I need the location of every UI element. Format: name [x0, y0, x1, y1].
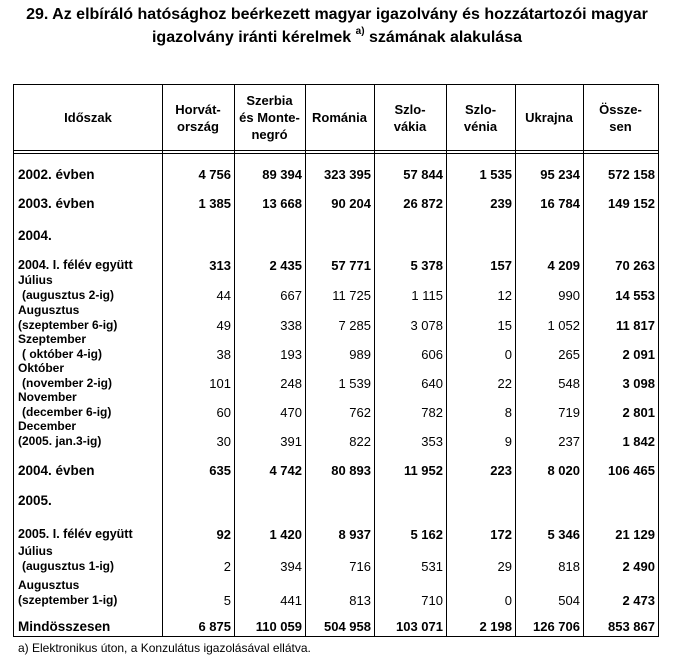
header-text: és Monte-	[239, 110, 300, 125]
cell-osszesen: 106 465	[608, 463, 655, 478]
cell-szlovakia: 26 872	[403, 196, 443, 211]
cell-horvatorszag: 92	[216, 527, 231, 542]
cell-romania: 90 204	[331, 196, 371, 211]
cell-szlovakia: 782	[421, 405, 443, 420]
cell-szerbia-es-montenegro: 248	[280, 376, 302, 391]
cell-osszesen: 2 473	[622, 593, 655, 608]
cell-romania: 716	[349, 559, 371, 574]
row-label	[14, 245, 162, 275]
cell-szlovakia: 640	[421, 376, 443, 391]
cell-romania: 822	[349, 434, 371, 449]
cell-szlovenia: 223	[490, 463, 512, 478]
cell-szlovakia: 353	[421, 434, 443, 449]
data-table	[13, 84, 659, 637]
row-label-period: (augusztus 2-ig)	[22, 288, 114, 302]
table-row	[14, 390, 658, 422]
cell-ukrajna: 4 209	[547, 258, 580, 273]
cell-szerbia-es-montenegro: 13 668	[262, 196, 302, 211]
row-label-month: December	[18, 419, 77, 433]
cell-ukrajna: 1 052	[547, 318, 580, 333]
cell-szlovakia: 103 071	[396, 619, 443, 634]
cell-romania: 762	[349, 405, 371, 420]
cell-romania: 1 539	[338, 376, 371, 391]
header-szerbia-es-montenegro	[234, 85, 305, 150]
cell-szlovenia: 172	[490, 527, 512, 542]
row-label-month: Július	[18, 544, 53, 558]
cell-szerbia-es-montenegro: 391	[280, 434, 302, 449]
cell-ukrajna: 95 234	[540, 167, 580, 182]
cell-romania: 8 937	[338, 527, 371, 542]
row-label	[14, 213, 162, 245]
section-row	[14, 480, 658, 510]
row-label	[14, 419, 162, 451]
row-label-text: 2003. évben	[18, 196, 95, 211]
row-label	[14, 184, 162, 213]
header-text: vákia	[393, 118, 427, 134]
cell-horvatorszag: 101	[209, 376, 231, 391]
header-osszesen	[583, 85, 658, 150]
header-szlovenia	[446, 85, 515, 150]
row-label-period: (2005. jan.3-ig)	[18, 434, 102, 448]
cell-horvatorszag: 5	[223, 593, 231, 608]
row-label	[14, 451, 162, 480]
row-label-text: Mindösszesen	[18, 619, 111, 634]
cell-horvatorszag: 635	[209, 463, 231, 478]
header-horvatorszag	[162, 85, 234, 150]
cell-osszesen: 2 091	[622, 347, 655, 362]
cell-szerbia-es-montenegro: 470	[280, 405, 302, 420]
cell-ukrajna: 548	[558, 376, 580, 391]
cell-romania: 11 725	[332, 288, 371, 303]
cell-romania: 504 958	[324, 619, 371, 634]
cell-osszesen: 853 867	[608, 619, 655, 634]
cell-horvatorszag: 30	[216, 434, 231, 449]
cell-horvatorszag: 60	[216, 405, 231, 420]
cell-szerbia-es-montenegro: 4 742	[269, 463, 302, 478]
cell-osszesen: 572 158	[608, 167, 655, 182]
cell-romania: 813	[349, 593, 371, 608]
row-label-month: Szeptember	[18, 332, 87, 346]
header-text: ország	[177, 118, 219, 134]
cell-romania: 7 285	[338, 318, 371, 333]
row-label	[14, 154, 162, 184]
header-text: Románia	[312, 110, 367, 125]
cell-szerbia-es-montenegro: 441	[280, 593, 302, 608]
cell-szlovenia: 0	[504, 347, 512, 362]
cell-szlovenia: 29	[497, 559, 512, 574]
row-label	[14, 576, 162, 610]
row-label	[14, 332, 162, 364]
page-title-line-1: 29. Az elbíráló hatósághoz beérkezett magyar igazolvány és hozzátartozói magyar	[26, 6, 648, 23]
cell-osszesen: 21 129	[615, 527, 655, 542]
cell-szlovenia: 12	[497, 288, 512, 303]
cell-szlovenia: 9	[504, 434, 512, 449]
cell-szerbia-es-montenegro: 2 435	[269, 258, 302, 273]
cell-szlovakia: 606	[421, 347, 443, 362]
table-row	[14, 451, 658, 480]
row-label-month: November	[18, 390, 77, 404]
cell-szerbia-es-montenegro: 110 059	[255, 619, 302, 634]
cell-szlovakia: 5 162	[410, 527, 443, 542]
cell-szerbia-es-montenegro: 193	[280, 347, 302, 362]
cell-horvatorszag: 49	[216, 318, 231, 333]
cell-szlovakia: 57 844	[403, 167, 443, 182]
cell-szerbia-es-montenegro: 394	[280, 559, 302, 574]
row-label	[14, 305, 162, 335]
row-label-month: Október	[18, 361, 65, 375]
cell-osszesen: 2 801	[622, 405, 655, 420]
cell-romania: 57 771	[331, 258, 371, 273]
header-text: Szlo-	[394, 101, 426, 117]
header-ukrajna	[515, 85, 583, 150]
table-row	[14, 332, 658, 364]
row-label-text: 2005. I. félév együtt	[18, 527, 133, 541]
row-label-text: 2005.	[18, 493, 52, 508]
header-text: Időszak	[64, 110, 112, 125]
cell-szerbia-es-montenegro: 338	[280, 318, 302, 333]
cell-romania: 989	[349, 347, 371, 362]
cell-osszesen: 11 817	[615, 318, 655, 333]
cell-osszesen: 3 098	[622, 376, 655, 391]
table-row	[14, 184, 658, 213]
row-label-period: (augusztus 1-ig)	[22, 559, 114, 573]
row-label	[14, 544, 162, 576]
header-text: negró	[251, 127, 288, 142]
cell-szlovakia: 5 378	[410, 258, 443, 273]
table-row	[14, 576, 658, 610]
table-row	[14, 419, 658, 451]
header-romania	[305, 85, 374, 150]
row-label-period: (szeptember 1-ig)	[18, 593, 118, 607]
cell-horvatorszag: 313	[209, 258, 231, 273]
row-label-period: (szeptember 6-ig)	[18, 318, 118, 332]
row-label-month: Augusztus	[18, 303, 80, 317]
cell-ukrajna: 237	[558, 434, 580, 449]
header-idoszak	[14, 85, 162, 150]
footnote-marker: a)	[355, 26, 365, 37]
section-row	[14, 213, 658, 245]
row-label-month: Július	[18, 273, 53, 287]
cell-szlovenia: 1 535	[479, 167, 512, 182]
row-label-text: 2002. évben	[18, 167, 95, 182]
cell-ukrajna: 126 706	[533, 619, 580, 634]
cell-horvatorszag: 44	[216, 288, 231, 303]
cell-osszesen: 70 263	[615, 258, 655, 273]
row-label	[14, 361, 162, 393]
cell-szerbia-es-montenegro: 1 420	[269, 527, 302, 542]
cell-ukrajna: 504	[558, 593, 580, 608]
header-text: Ukrajna	[525, 110, 573, 125]
header-text: Horvát-	[175, 101, 221, 117]
cell-szlovenia: 8	[504, 405, 512, 420]
page-title-line-2	[0, 28, 674, 48]
table-row	[14, 510, 658, 544]
cell-horvatorszag: 6 875	[198, 619, 231, 634]
cell-szlovakia: 11 952	[403, 463, 443, 478]
table-row	[14, 154, 658, 184]
table-row	[14, 275, 658, 305]
cell-szlovakia: 3 078	[410, 318, 443, 333]
header-text: Szlo-	[464, 101, 497, 117]
cell-horvatorszag: 38	[216, 347, 231, 362]
cell-horvatorszag: 2	[223, 559, 231, 574]
header-text: vénia	[463, 118, 498, 134]
row-label-text: 2004. évben	[18, 463, 95, 478]
title-text: számának alakulása	[369, 29, 522, 46]
cell-szlovenia: 0	[504, 593, 512, 608]
cell-szlovenia: 157	[490, 258, 512, 273]
table-row	[14, 305, 658, 335]
cell-szlovenia: 15	[497, 318, 512, 333]
cell-ukrajna: 8 020	[547, 463, 580, 478]
cell-osszesen: 1 842	[622, 434, 655, 449]
cell-osszesen: 14 553	[615, 288, 655, 303]
row-label-period: ( október 4-ig)	[22, 347, 102, 361]
header-text: Össze-	[599, 101, 642, 117]
cell-szlovenia: 22	[497, 376, 512, 391]
cell-ukrajna: 990	[558, 288, 580, 303]
cell-szlovenia: 239	[490, 196, 512, 211]
row-label-text: 2004.	[18, 228, 52, 243]
table-row	[14, 361, 658, 393]
row-label-text: 2004. I. félév együtt	[18, 258, 133, 272]
table-row	[14, 245, 658, 275]
row-label	[14, 390, 162, 422]
header-text: sen	[609, 118, 632, 134]
row-label	[14, 275, 162, 305]
cell-ukrajna: 16 784	[540, 196, 580, 211]
row-label	[14, 610, 162, 636]
cell-ukrajna: 818	[558, 559, 580, 574]
row-label	[14, 510, 162, 544]
cell-szerbia-es-montenegro: 89 394	[262, 167, 302, 182]
cell-szlovenia: 2 198	[479, 619, 512, 634]
cell-osszesen: 2 490	[622, 559, 655, 574]
cell-ukrajna: 719	[558, 405, 580, 420]
cell-szlovakia: 531	[421, 559, 443, 574]
cell-romania: 323 395	[324, 167, 371, 182]
cell-horvatorszag: 4 756	[198, 167, 231, 182]
header-text: Szerbia	[246, 93, 293, 108]
table-row	[14, 544, 658, 576]
cell-szerbia-es-montenegro: 667	[280, 288, 302, 303]
title-text: igazolvány iránti kérelmek	[151, 29, 352, 46]
cell-szlovakia: 710	[421, 593, 443, 608]
row-label	[14, 480, 162, 510]
cell-horvatorszag: 1 385	[198, 196, 231, 211]
table-row-total	[14, 610, 658, 636]
header-szlovakia	[374, 85, 446, 150]
cell-szlovakia: 1 115	[411, 288, 443, 303]
footnote: a) Elektronikus úton, a Konzulátus igazolásával ellátva.	[18, 641, 311, 655]
cell-osszesen: 149 152	[608, 196, 655, 211]
cell-romania: 80 893	[331, 463, 371, 478]
row-label-period: (december 6-ig)	[22, 405, 112, 419]
cell-ukrajna: 265	[558, 347, 580, 362]
row-label-period: (november 2-ig)	[22, 376, 113, 390]
row-label-month: Augusztus	[18, 578, 80, 592]
cell-ukrajna: 5 346	[547, 527, 580, 542]
